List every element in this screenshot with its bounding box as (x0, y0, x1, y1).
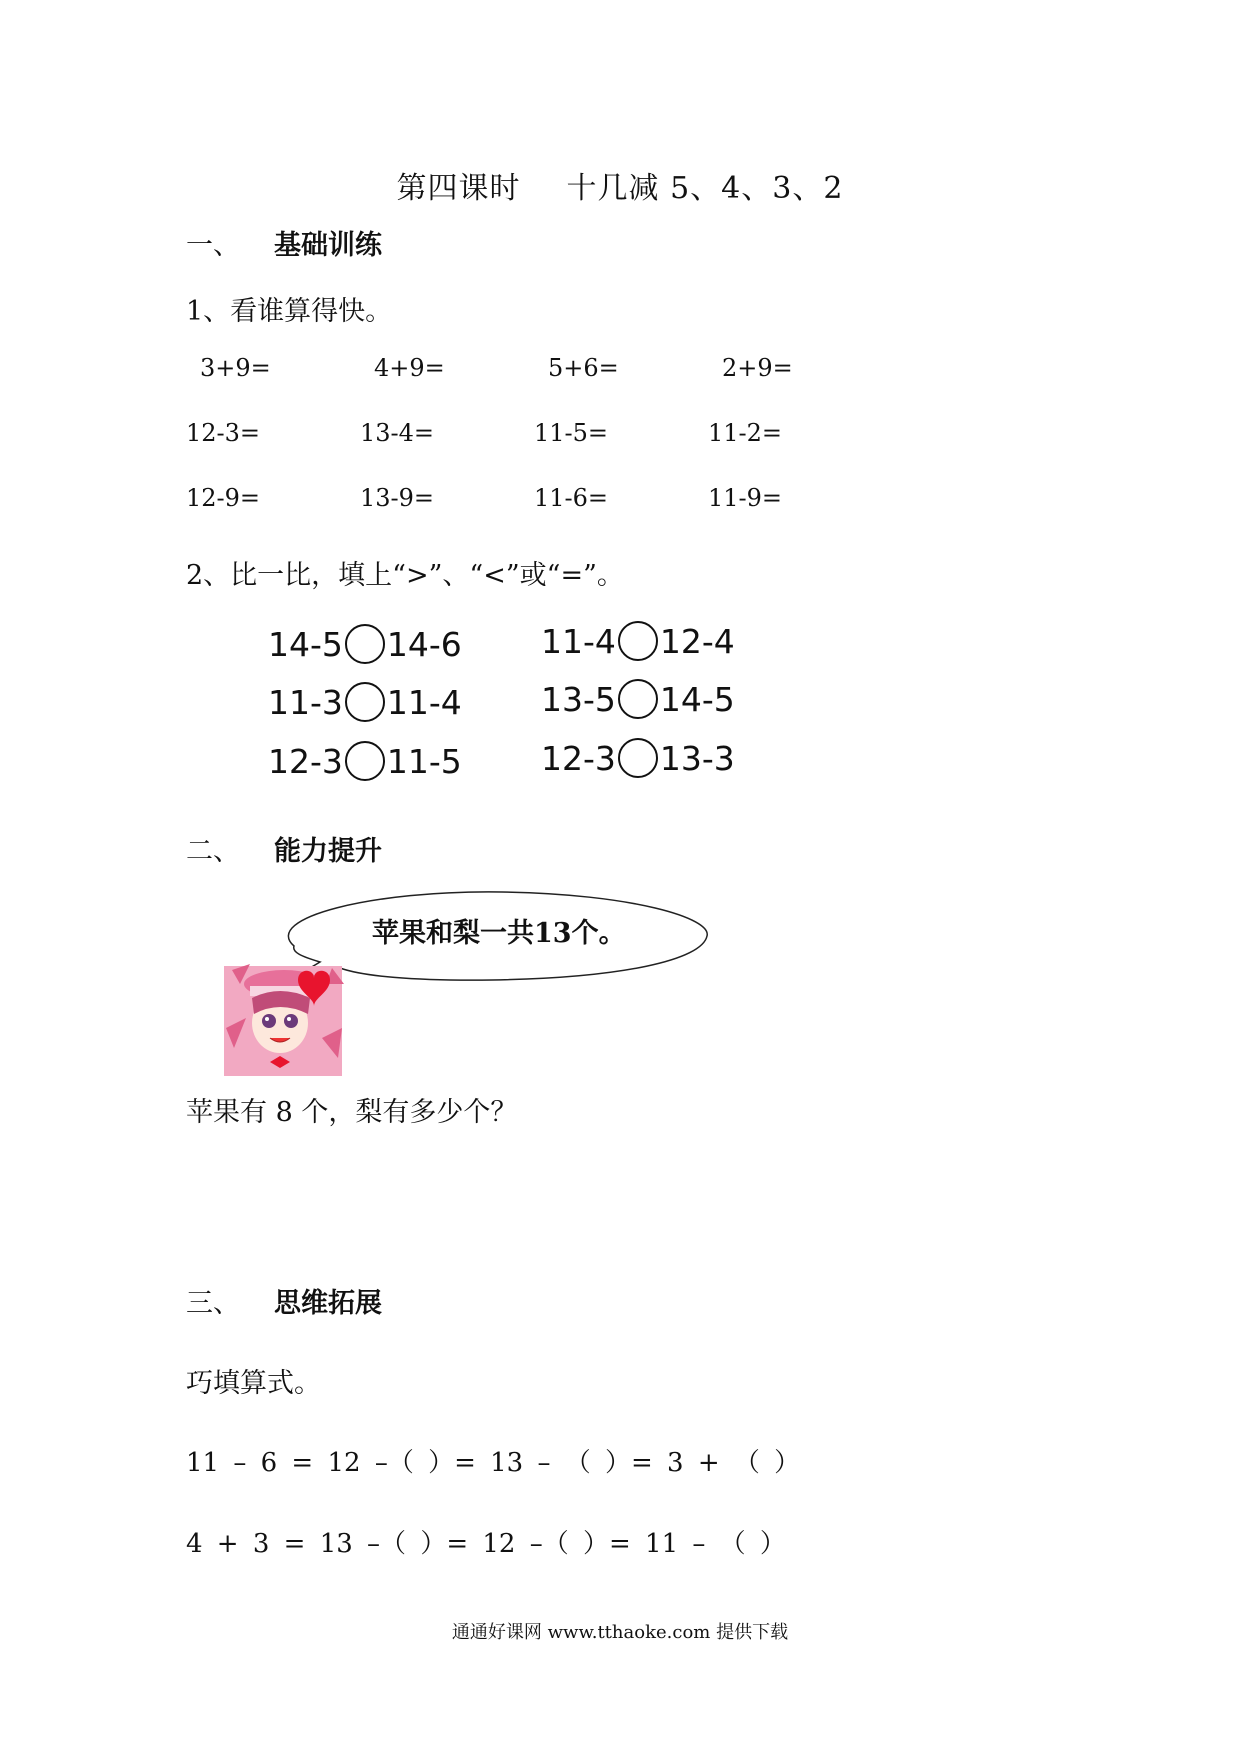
section-2-number: 二、 (186, 836, 240, 867)
compare-item (268, 741, 462, 781)
compare-left: 11-3 (268, 682, 343, 722)
compare-left: 13-5 (541, 679, 616, 719)
section-3-heading (186, 1281, 382, 1320)
footer-credit: 通通好课网 www.tthaoke.com 提供下载 (451, 1622, 789, 1643)
compare-left: 12-3 (268, 741, 343, 781)
section-2-heading (186, 829, 382, 868)
equation-1-3: 5+6= (548, 354, 619, 382)
answer-circle[interactable] (345, 741, 385, 781)
answer-circle[interactable] (618, 679, 658, 719)
answer-circle[interactable] (345, 624, 385, 664)
section-3-label: 思维拓展 (274, 1288, 382, 1319)
equation-2-2: 13-4= (360, 419, 435, 447)
question-1: 1、看谁算得快。 (186, 296, 393, 327)
compare-item (268, 624, 462, 664)
compare-right: 13-3 (659, 738, 735, 778)
equation-3-2: 13-9= (360, 484, 435, 512)
compare-item (541, 679, 735, 719)
section-2-label: 能力提升 (274, 836, 382, 867)
page-title (0, 163, 1240, 207)
compare-right: 11-5 (386, 741, 462, 781)
compare-item (541, 738, 735, 778)
fill-prompt: 巧填算式。 (186, 1368, 321, 1399)
answer-circle[interactable] (618, 738, 658, 778)
section-1-heading (186, 223, 382, 262)
compare-item (541, 621, 735, 661)
answer-circle[interactable] (345, 682, 385, 722)
equation-2-1: 12-3= (186, 419, 261, 447)
compare-left: 11-4 (541, 621, 616, 661)
equation-3-1: 12-9= (186, 484, 261, 512)
equation-3-3: 11-6= (534, 484, 609, 512)
equation-1-4: 2+9= (722, 354, 793, 382)
section-3-number: 三、 (186, 1288, 240, 1319)
compare-right: 11-4 (386, 682, 462, 722)
equation-3-4: 11-9= (708, 484, 783, 512)
compare-right: 12-4 (659, 621, 735, 661)
fill-line-1: 11 – 6 = 12 –（ ）= 13 – （ ）= 3 + （ ） (186, 1448, 801, 1478)
compare-item (268, 682, 462, 722)
equation-1-1: 3+9= (200, 354, 271, 382)
lesson-label: 第四课时 (396, 171, 521, 206)
answer-circle[interactable] (618, 621, 658, 661)
equation-2-4: 11-2= (708, 419, 783, 447)
lesson-topic: 十几减 5、4、3、2 (566, 171, 844, 206)
question-2: 2、比一比，填上“>”、“<”或“=”。 (186, 560, 624, 591)
equation-2-3: 11-5= (534, 419, 609, 447)
equation-1-2: 4+9= (374, 354, 445, 382)
section-1-number: 一、 (186, 230, 240, 261)
word-problem: 苹果有 8 个，梨有多少个？ (186, 1097, 518, 1128)
speech-bubble-text: 苹果和梨一共13个。 (372, 918, 626, 949)
compare-right: 14-6 (386, 624, 462, 664)
section-1-label: 基础训练 (274, 230, 382, 261)
fill-line-2: 4 + 3 = 13 –（ ）= 12 –（ ）= 11 – （ ） (186, 1529, 786, 1559)
compare-left: 12-3 (541, 738, 616, 778)
compare-left: 14-5 (268, 624, 343, 664)
compare-right: 14-5 (659, 679, 735, 719)
girl-avatar-icon (224, 964, 344, 1076)
